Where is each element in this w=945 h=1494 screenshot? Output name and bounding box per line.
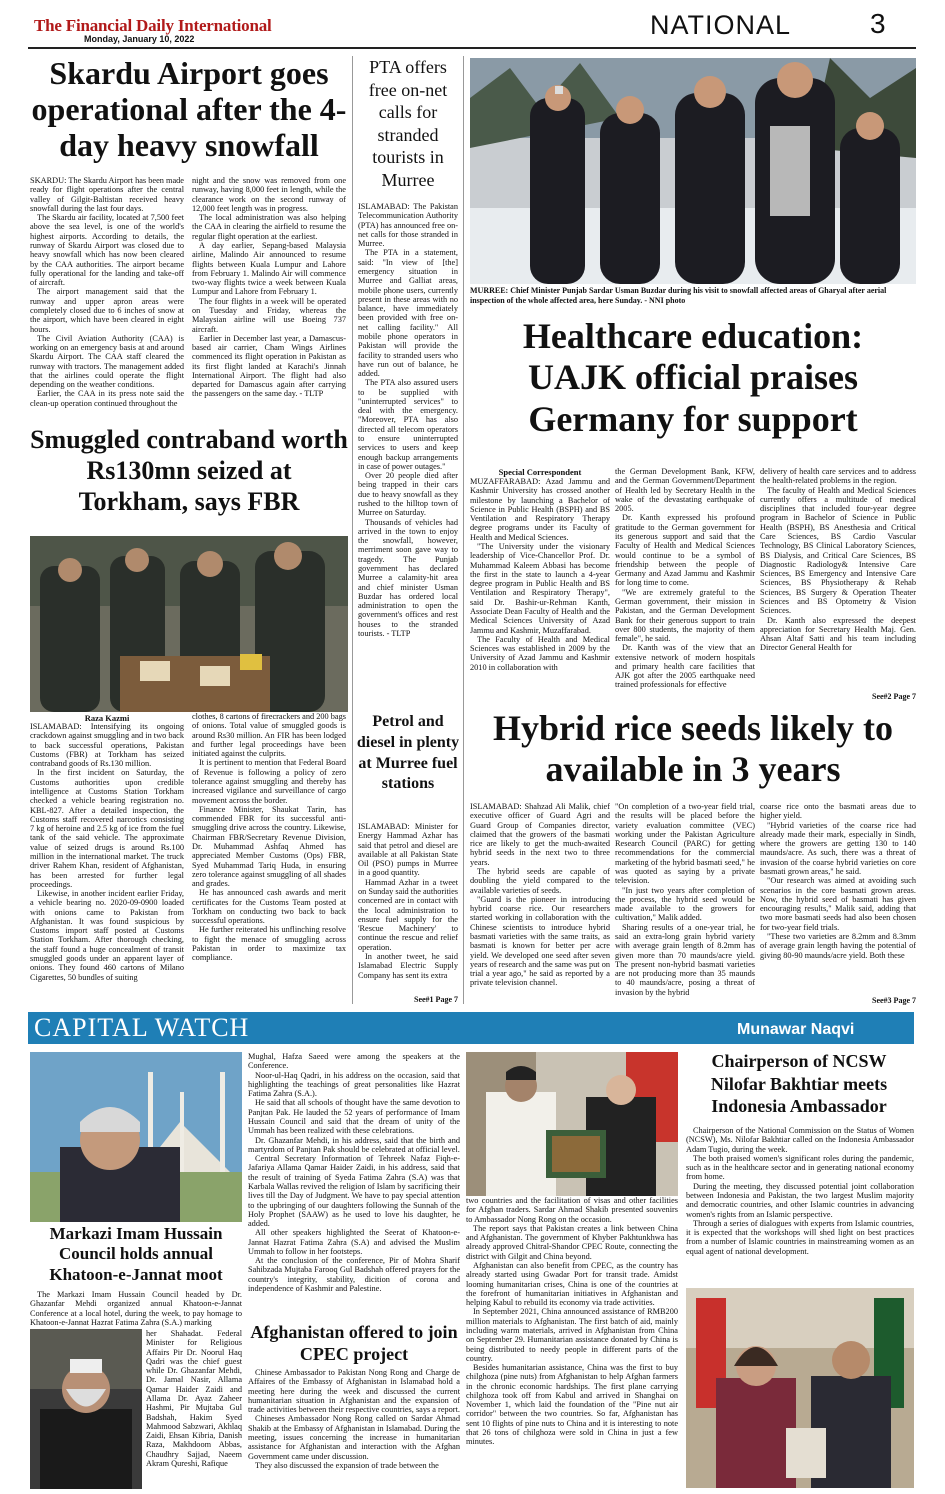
- newspaper-name: The Financial Daily International: [34, 16, 272, 35]
- healthcare-continuation[interactable]: See#2 Page 7: [872, 692, 916, 701]
- healthcare-col2: the German Development Bank, KFW, and the German Government/Department of Health led by Secretary Health in the wake of the devastating earthquake of 2005. Dr. Kanth expressed his profound gratitude to the German government for its generous support and said that the Faculty of Health and Medical Sciences would continue to be a symbol of friendship between the people of Germany and Azad Jammu and Kashmir for long time to come. "We are extremely grateful to the German government, their mission in Pakistan, and the German Development Bank for their generous support to train over 800 students, the majority of them female", he said. Dr. Kanth was of the view that an extensive network of modern hospitals and primary health care facilities that AJK got after the 2005 earthquake need trained professionals for effective: [615, 467, 755, 690]
- pta-headline: PTA offers free on-net calls for stranded tourists in Murree: [368, 57, 448, 190]
- markazi-headline: Markazi Imam Hussain Council holds annual Khatoon-e-Jannat moot: [49, 1224, 223, 1284]
- rice-col2: "On completion of a two-year field trial, the results will be placed before the variety evaluation committee (VEC) working under the Pakistan Agriculture Research Council (PARC) for getting recommendations for the commercial marketing of the hybrid basmati seed," he was quoted as saying by a private television. "In just two years after completion of the process, the hybrid seed would be made available to the growers for cultivation," Malik added. Sharing results of a one-year trial, he said an extra-long grain hybrid variety with average grain length of 8.2mm has given more than 70 maunds/acre yield. The present non-hybrid basmati varieties are not producing more than 35 maunds to 40 maunds/acre, posing a threat of invasion by the hybrid: [615, 802, 755, 997]
- healthcare-col3: delivery of health care services and to address the health-related problems in the region. The faculty of Health and Medical Sciences currently offers a multitude of medical disciplines that included four-year degree program in Bachelor of Science in Public Health (BSPH), BS Anesthesia and Critical Care Sciences, BS Cardio Vascular Technology, BS Clinical Laboratory Sciences, BS Dialysis, and Critical Care Sciences, BS Diagnostic Radiology& Intensive Care Sciences, BS Emergency and Intensive Care Sciences, BS Physiotherapy & Rehab Sciences, BS Surgery & Operation Theater Sciences and BS Optometry & Vision Sciences. Dr. Kanth also expressed the deepest appreciation for Secretary Health Maj. Gen. Ahsan Altaf Satti and his team including Director General Health for: [760, 467, 916, 653]
- pta-body: ISLAMABAD: The Pakistan Telecommunication Authority (PTA) has announced free on-net calls for those stranded in Murree. The PTA in a statement, said: "In view of [the] emergency situation in Murree and Galliat areas, mobile phone users, currently present in these areas with no balance, have immediately been provided with free on-net calling facility." All mobile phone operators in Pakistan will provide the facility to stranded users who have run out of balance, he added. The PTA also assured users to be supplied with "uninterrupted services" to deal with the emergency. "Moreover, PTA has also directed all telecom operators to ensure uninterrupted services to users and keep enough backup arrangements in case of power outages." Over 20 people died after being trapped in their cars due to heavy snowfall as they rushed to the hilltop town of Murree on Saturday. Thousands of vehicles had arrived in the town to enjoy the snowfall, however, merriment soon gave way to tragedy. The Punjab government has declared Murree a calamity-hit area and chief minister Usman Buzdar has ordered local administration to open the government's offices and rest houses to the stranded tourists. - TLTP: [358, 202, 458, 638]
- capital-watch-title: CAPITAL WATCH: [34, 1013, 250, 1042]
- column-divider: [352, 56, 353, 1004]
- smuggled-headline: Smuggled contraband worth Rs130mn seized at Torkham, says FBR: [30, 425, 348, 517]
- speaker-portrait-photo: [30, 1329, 142, 1489]
- murree-photo: [470, 58, 916, 284]
- skardu-col2: night and the snow was removed from one runway, having 8,000 feet in length, while the clearance work on the second runway of 12,000 feet length was in progress. The local administration was also helping the CAA in clearing the airfield to resume the regular flight operation at the earliest. A day earlier, Sepang-based Malaysia airline, Malindo Air announced to resume flights between Kuala Lumpur and Lahore from February 1. Malindo Air will commence two-way flights twice a week between Kuala Lumpur and Lahore from February 1. The four flights in a week will be operated on Tuesday and Friday, whereas the Malaysian airline will use Boeing 737 aircraft. Earlier in December last year, a Damascus-based air carrier, Cham Wings Airlines commenced its flight operation in Pakistan as its first flight landed at Karachi's Jinnah International Airport. The flight had also departed for Damascus again after carrying the passengers on the same day. - TLTP: [192, 176, 346, 399]
- afghanistan-headline: Afghanistan offered to join CPEC project: [250, 1322, 458, 1364]
- issue-date: Monday, January 10, 2022: [84, 34, 195, 44]
- healthcare-byline: Special Correspondent: [498, 467, 582, 477]
- murree-photo-caption: MURREE: Chief Minister Punjab Sardar Usman Buzdar during his visit to snowfall affected areas of Gharyal after aerial inspection of the whole affected area, here Sunday. - NNI photo: [470, 286, 887, 305]
- rice-continuation[interactable]: See#3 Page 7: [872, 996, 916, 1005]
- afghanistan-col2: two countries and the facilitation of visas and other facilities for Afghan traders. Sardar Ahmad Shakib presented souvenirs to Ambassador Nong Rong on the occasion. The report says that Pakistan creates a link between China and Afghanistan. The government of Khyber Pakhtunkhwa has already approved Chitral-Shandor CPEC Route, connecting the district with Gilgit and China beyond. Afghanistan can also benefit from CPEC, as the country has already started using Gwadar Port for transit trade. Amidst looming humanitarian crises, China is one of the countries at the forefront of humanitarian initiatives in Afghanistan and helping Kabul to rebuild its economy via trade activities. In September 2021, China announced assistance of RMB200 million materials to Afghanistan. The first batch of aid, mainly including warm materials, arrived in Afghanistan from China on September 29. Humanitarian assistance donated by China is being distributed to needy people in different parts of the country. Besides humanitarian assistance, China was the first to buy chilghoza (pine nuts) from Afghanistan to help Afghan farmers in the chronic economic hardships. The first plane carrying chilghoza took off from Kabul and arrived in Shanghai on November 1, which laid the foundation of the "Pine nut air corridor" between the two countries. So far, Afghanistan has sent 10 flights of pine nuts to China and it is interesting to note that 26 tons of chilghoza were sold in China in just a few minutes.: [466, 1196, 678, 1447]
- petrol-continuation[interactable]: See#1 Page 7: [414, 995, 458, 1004]
- ncsw-body: Chairperson of the National Commission on the Status of Women (NCSW), Ms. Nilofar Bakhtiar called on the Indonesia Ambassador Adam Tugio, during the week. The both praised women's significant roles during the pandemic, such as in the healthcare sector and in generating national economy from home. During the meeting, they discussed potential joint collaboration between Indonesia and Pakistan, the two largest Muslim majority and democratic countries, and other Islamic countries in advancing women's rights from an Islamic perspective. Through a series of dialogues with experts from Islamic countries, it is expected that the workshops will shed light on best practices from a number of Islamic countries in mainstreaming women as an equal agent of national development.: [686, 1126, 914, 1256]
- smuggled-col1: ISLAMABAD: Intensifying its ongoing crackdown against smuggling and in two back to back successful operations, Pakistan Customs (FBR) at Torkham has seized contraband goods of Rs.130 million. In the first incident on Saturday, the Customs authorities upon credible intelligence at Customs Station Torkham checked a vehicle bearing registration no. KBL-827. After a detailed inspection, the Customs staff recovered narcotics consisting 7 kg of heroine and 2.5 kg of ice from the fuel tank of the said vehicle. The approximate value of seized drugs is around Rs.100 million in the international market. The truck driver Rahem Khan, resident of Afghanistan, has been arrested for further legal proceedings. Likewise, in another incident earlier Friday, a vehicle bearing no. 2020-09-0900 loaded with onions came to Pakistan from Afghanistan. It was found suspicious by Customs import staff posted at Customs Station Torkham. After thorough checking, the staff found a huge concealment of transit smuggled goods under an apparent layer of onions. They found 460 cartons of Milano Cigarettes, 50 bundles of suiting: [30, 722, 184, 982]
- petrol-headline: Petrol and diesel in plenty at Murree fuel stations: [356, 713, 460, 793]
- ncsw-meeting-photo: [686, 1288, 914, 1488]
- masthead-rule: [28, 47, 916, 49]
- markazi-lead: The Markazi Imam Hussain Council headed by Dr. Ghazanfar Mehdi organized annual Khatoon-e-Jannat Conference at a local hotel, during the week, to pay homage to Khatoon-e-Jannat Hazrat Fatima Zahra (S.A.) marking: [30, 1290, 242, 1327]
- healthcare-col1: MUZAFFARABAD: Azad Jammu and Kashmir University has crossed another milestone by launching a Bachelor of Science in Public Health (BSPH) and BS Ventilation and Respiratory Therapy degree programs under its Faculty of Health and Medical Sciences. "The University under the visionary leadership of Vice-Chancellor Prof. Dr. Muhammad Kaleem Abbasi has become the first in the state to launch a 4-year degree program in Public Health and BS Ventilation and Respiratory Therapy", said Dr. Bashir-ur-Rehman Kanth, Associate Dean Faculty of Health and the Medical Sciences University of Azad Jammu and Kashmir, Muzaffarabad. The Faculty of Health and Medical Sciences was established in 2009 by the University of Azad Jammu and Kashmir 2010 in collaboration with: [470, 477, 610, 672]
- section-name: NATIONAL: [650, 10, 792, 40]
- column-author: Munawar Naqvi: [737, 1021, 855, 1038]
- rice-col1: ISLAMABAD: Shahzad Ali Malik, chief executive officer of Guard Agri and Guard Group of Companies director, claimed that the growers of the basmati rice are likely to get the much-awaited hybrid seeds in the next two to three years. The hybrid seeds are capable of doubling the yield compared to the available varieties of seeds. "Guard is the pioneer in introducing hybrid coarse rice. Our researchers started working in collaboration with the Chinese scientists to introduce hybrid basmati varieties with the same traits, as basmati is known for better per acre yield. We developed one seed after seven years of research and the same was put on trial a year ago," he said as reported by a private television channel.: [470, 802, 610, 988]
- rice-col3: coarse rice onto the basmati areas due to higher yield. "Hybrid varieties of the coarse rice had already made their mark, especially in Sindh, where the growers are getting 130 to 140 maunds/acre. As such, there was a threat of invasion of the coarse hybrid varieties on core basmati grown areas," he said. "Our research was aimed at avoiding such scenarios in the core basmati grown areas. Now, the hybrid seed of basmati has given encouraging results," Malik said, adding that two more basmati seeds had also been chosen for two-year field trials. "These two varieties are 8.2mm and 8.3mm of average grain length having the potential of giving 80-90 maunds/acre yield. Both these: [760, 802, 916, 960]
- markazi-col2: Mughal, Hafza Saeed were among the speakers at the Conference. Noor-ul-Haq Qadri, in his address on the occasion, said that highlighting the teachings of great personalities like Hazrat Fatima Zahra (S.A.). He said that all schools of thought have the same devotion to Panjtan Pak. He lauded the 52 years of performance of Imam Hussain Council and said that the dream of unity of the Ummah has been realized with these celebrations. Dr. Ghazanfar Mehdi, in his address, said that the birth and martyrdom of Panjtan Pak should be celebrated at official level. Central Secretary Information of Tehreek Nafaz Fiqh-e-Jafariya Allama Qamar Haider Zaidi, in his address, said that the result of training of Syeda Fatima Zahra (S.A) was that Karbala Wallas revived the religion of Islam by sacrificing their lives till the Day of Judgment. We have to pay special attention to the upbringing of our daughters following the Sunnah of the Holy Prophet (SAAW) as he used to love his daughter, he added. All other speakers highlighted the Seerat of Khatoon-e-Jannat Hazrat Fatima Zahra (S.A) and advised the Muslim Ummah to follow in her footsteps. At the conclusion of the conference, Pir of Mohra Sharif Sahibzada Mujtaba Farooq Gul Badshah offered prayers for the country's integrity, stability, dicition of corona and independence of Kashmir and Palestine.: [248, 1052, 460, 1294]
- healthcare-headline: Healthcare education: UAJK official praises Germany for support: [522, 316, 864, 439]
- column-divider: [463, 56, 464, 1004]
- smuggled-col2: clothes, 8 cartons of firecrackers and 200 bags of onions. Total value of smuggled goods is around Rs30 million. An FIR has been lodged and further legal proceedings have been initiated against the culprits. It is pertinent to mention that Federal Board of Revenue is following a policy of zero tolerance against smuggling and thereby has increased vigilance and surveillance of cargo movement across the border. Finance Minister, Shaukat Tarin, has commended FBR for its successful anti-smuggling drive across the country. Likewise, Chairman FBR/Secretary Revenue Division, Dr. Muhammad Ashfaq Ahmed has appreciated Member Customs (Ops) FBR, Syed Muhammad Tariq Huda, in ensuring zero tolerance against smuggling of all shades and grades. He has announced cash awards and merit certificates for the Customs Team posted at Torkham on conducting two back to back successful operations. He further reiterated his unflinching resolve to fight the menace of smuggling across Pakistan in order to maximize tax compliance.: [192, 712, 346, 963]
- ambassador-meeting-photo: [466, 1052, 678, 1196]
- smuggled-byline: Raza Kazmi: [84, 713, 130, 723]
- ncsw-headline: Chairperson of NCSW Nilofar Bakhtiar meets Indonesia Ambassador: [710, 1051, 888, 1116]
- skardu-col1: SKARDU: The Skardu Airport has been made ready for flight operations after the central valley of Gilgit-Baltistan received heavy snowfall during the last four days. The Skardu air facility, located at 7,500 feet above the sea level, is one of the world's highest airports. According to details, the runway of Skardu Airport was closed due to heavy snowfall which has now been cleared by the CAA authorities. The airport became fully operational for the landing and take-off of aircraft. The airport management said that the runway and upper apron areas were completely closed due to 6 inches of snow at the airport, which have been cleared in eight hours. The Civil Aviation Authority (CAA) is working on an emergency basis at and around Skardu Airport. The CAA staff cleared the runway with tractors. The management added that the airlines could operate the flight depending on the weather conditions. Earlier, the CAA in its press note said the clean-up operation continued throughout the: [30, 176, 184, 408]
- mosque-portrait-photo: [30, 1052, 242, 1222]
- page-number: 3: [870, 8, 886, 39]
- afghanistan-col1: Chinese Ambassador to Pakistan Nong Rong and Charge de Affaires of the Embassy of Afghanistan in Islamabad hold a meeting here during the week and discussed the current humanitarian situation in Afghanistan and the expansion of trade activities between their respective countries, says a report. Chineses Ambassador Nong Rong called on Sardar Ahmad Shakib at the Embassy of Afghanistan in Islamabad. During the meeting, issues concerning the increase in humanitarian assistance for Afghanistan and interaction with the Afghan Government came under discussion. They also discussed the expansion of trade between the: [248, 1368, 460, 1470]
- skardu-headline: Skardu Airport goes operational after the 4-day heavy snowfall: [31, 55, 347, 163]
- petrol-body: ISLAMABAD: Minister for Energy Hammad Azhar has said that petrol and diesel are available at all Pakistan State Oil (PSO) pumps in Murree in a good quantity. Hammad Azhar in a tweet on Sunday said the authorities concerned are in contact with the local administration to ensure fuel supply for the 'Rescue Machinery' to continue the rescue and relief operation. In another tweet, he said Islamabad Electric Supply Company has sent its extra: [358, 822, 458, 980]
- markazi-side: her Shahadat. Federal Minister for Religious Affairs Pir Dr. Noorul Haq Qadri was the chief guest while Dr. Ghazanfar Mehdi, Dr. Jamal Nasir, Allama Qamar Haider Zaidi and Allama Dr. Ayaz Zaheer Hashmi, Pir Mujtaba Gul Badshah, Hakim Syed Mahmood Sabzwari, Akhlaq Zaidi, Ehsan Kibria, Danish Raza, Makhdoom Abbas, Chaudhry Sajjad, Naeem Akram Qureshi, Rafique: [146, 1329, 242, 1468]
- rice-headline: Hybrid rice seeds likely to available in 3 years: [493, 708, 893, 790]
- customs-seizure-photo: [30, 536, 348, 712]
